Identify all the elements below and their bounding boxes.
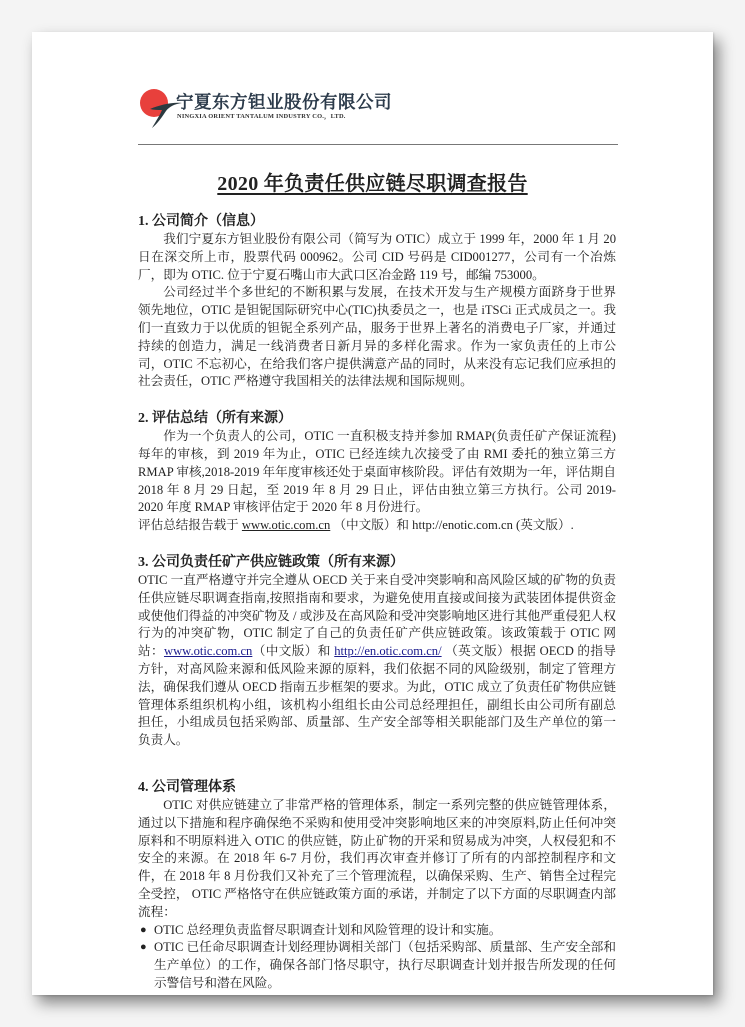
- otic-cn-link[interactable]: www.otic.com.cn: [241, 518, 331, 533]
- section-heading: 2. 评估总结（所有来源）: [138, 411, 292, 427]
- company-name-en: NINGXIA ORIENT TANTALUM INDUSTRY CO.，LTD.: [177, 113, 346, 120]
- report-location-line: 评估总结报告载于 www.otic.com.cn （中文版）和 http://enotic.com.cn (英文版）.: [138, 518, 574, 533]
- paragraph: 公司经过半个多世纪的不断积累与发展，在技术开发与生产规模方面跻身于世界领先地位，OTIC 是钽铌国际研究中心(TIC)执委员之一，也是 iTSCi 正式成员之一。我们一直致力于以优质的钽铌全系列产品，服务于世界上著名的消费电子厂家，并通过持续的创造力，满足一线消费者日新月异的多样化需求。作为一家负责任的上市公司，OTIC 不忘初心，在给我们客户提供满意产品的同时，从来没有忘记我们应承担的社会责任，OTIC 严格遵守我国相关的法律法规和国际规则。: [138, 285, 616, 389]
- header-divider: [138, 144, 618, 145]
- section-assessment-summary: [138, 409, 616, 535]
- otic-en-link[interactable]: http://enotic.com.cn: [412, 518, 513, 533]
- section-heading: 1. 公司简介（信息）: [138, 214, 264, 229]
- paragraph: 我们宁夏东方钽业股份有限公司（简写为 OTIC）成立于 1999 年，2000 年 1 月 20 日在深交所上市，股票代码 000962。公司 CID 号码是 CID001277，公司有一个冶炼厂，即为 OTIC. 位于宁夏石嘴山市大武口区冶金路 119 号，邮编 753000。: [138, 232, 616, 282]
- company-logo: [138, 87, 392, 127]
- policy-en-link[interactable]: http://en.otic.com.cn/: [334, 644, 442, 659]
- paragraph: OTIC 对供应链建立了非常严格的管理体系，制定一系列完整的供应链管理体系，通过以下措施和程序确保绝不采购和使用受冲突影响地区来的冲突原料,防止任何冲突原料和不明原料进入 OTIC 的供应链，防止矿物的开采和贸易成为冲突，人权侵犯和不安全的来源。在 2018 年 6-7 月份，我们再次审查并修订了所有的内部控制程序和文件，在 2018 年 8 月份我们又补充了三个管理流程，以确保采购、生产、销售全过程完全受控， OTIC 严格恪守在供应链政策方面的承诺，并制定了以下方面的尽职调查内部流程：: [138, 797, 616, 919]
- bullet-icon: ●: [140, 923, 147, 936]
- document-page: [32, 32, 713, 995]
- company-name-cn: 宁夏东方钽业股份有限公司: [176, 93, 392, 113]
- paragraph: 作为一个负责人的公司，OTIC 一直积极支持并参加 RMAP(负责任矿产保证流程)每年的审核，到 2019 年为止，OTIC 已经连续九次接受了由 RMI 委托的独立第三方 RMAP 审核,2018-2019 年年度审核还处于桌面审核阶段。评估有效期为一年，评估期自 2018 年 8 月 29 日起，至 2019 年 8 月 29 日止，评估由独立第三方执行。公司 2019-2020 年度 RMAP 审核评估定于 2020 年 8 月份进行。: [138, 429, 616, 515]
- bullet-icon: ●: [140, 941, 147, 954]
- policy-cn-link[interactable]: www.otic.com.cn: [163, 644, 253, 659]
- section-management-system: [138, 778, 616, 993]
- document-body: [138, 212, 616, 993]
- bullet-list: [138, 922, 616, 993]
- paragraph: OTIC 一直严格遵守并完全遵从 OECD 关于来自受冲突影响和高风险区域的矿物的负责任供应链尽职调查指南,按照指南和要求，为避免使用直接或间接为武装团体提供资金或使他们得益的冲突矿物及 / 或涉及在高风险和受冲突影响地区进行其他严重侵犯人权行为的冲突矿物，OTIC 制定了自己的负责任矿产供应链政策。该政策载于 OTIC 网站：www.otic.com.cn（中文版）和 http://en.otic.com.cn/ （英文版）根据 OECD 的指导方针，对高风险来源和低风险来源的原料，我们依据不同的风险级别，制定了管理方法，确保我们遵从 OECD 指南五步框架的要求。为此，OTIC 成立了负责任矿物供应链管理体系组织机构小组，该机构小组组长由公司总经理担任，副组长由公司所有副总担任，小组成员包括采购部、质量部、生产安全部等相关职能部门及生产单位的第一负责人。: [138, 572, 617, 748]
- section-heading: 4. 公司管理体系: [138, 779, 236, 795]
- list-item: ● OTIC 总经理负责监督尽职调查计划和风险管理的设计和实施。: [138, 922, 616, 940]
- list-item: ● OTIC 已任命尽职调查计划经理协调相关部门（包括采购部、质量部、生产安全部和生产单位）的工作，确保各部门恪尽职守，执行尽职调查计划并报告所发现的任何示警信号和潜在风险。: [140, 940, 616, 990]
- document-title: 2020 年负责任供应链尽职调查报告: [217, 173, 528, 195]
- section-company-profile: [138, 212, 616, 391]
- section-heading: 3. 公司负责任矿产供应链政策（所有来源）: [138, 554, 404, 570]
- section-mineral-policy: [138, 553, 616, 750]
